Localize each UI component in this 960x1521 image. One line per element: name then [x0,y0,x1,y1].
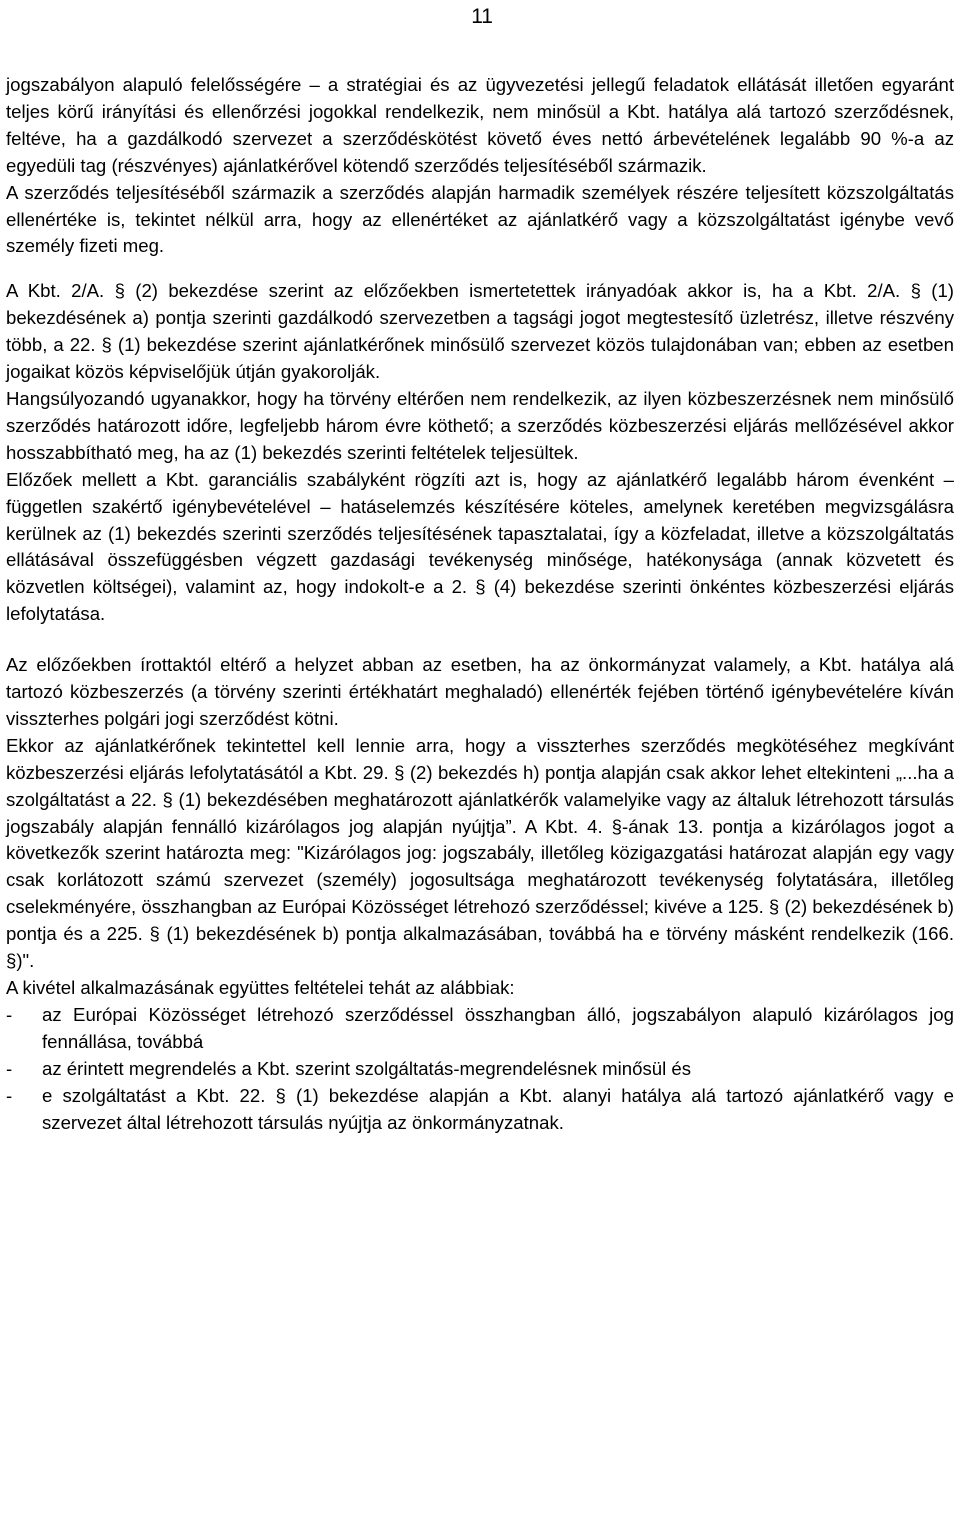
conditions-list [6,1002,954,1137]
list-item [6,1002,954,1056]
list-marker: - [6,1057,13,1079]
list-item-text: e szolgáltatást a Kbt. 22. § (1) bekezdése alapján a Kbt. alanyi hatálya alá tartozó ajánlatkérő vagy e szervezet által létrehozott társulás nyújtja az önkormányzatnak. [42,1084,954,1133]
paragraph-3: A Kbt. 2/A. § (2) bekezdése szerint az előzőekben ismertetettek irányadóak akkor is, ha a Kbt. 2/A. § (1) bekezdésének a) pontja szerinti gazdálkodó szervezetben a tagsági jogot megtestesítő üzletrész, illetve részvény több, a 22. § (1) bekezdése szerint ajánlatkérőnek minősülő szervezet közös tulajdonában van; ebben az esetben jogaikat közös képviselőjük útján gyakorolják. [6,280,954,383]
paragraph-1: jogszabályon alapuló felelősségére – a stratégiai és az ügyvezetési jellegű feladatok ellátását illetően egyaránt teljes körű irányítási és ellenőrzési jogokkal rendelkezik, nem minősül a Kbt. hatálya alá tartozó szerződésnek, feltéve, ha a gazdálkodó szervezet a szerződéskötést követő éves nettó árbevételének legalább 90 %-a az egyedüli tag (részvényes) ajánlatkérővel kötendő szerződés teljesítéséből származik. [6,74,954,176]
document-body [6,72,954,1136]
paragraph-8: A kivétel alkalmazásának együttes feltételei tehát az alábbiak: [6,977,515,998]
paragraph-4: Hangsúlyozandó ugyanakkor, hogy ha törvény eltérően nem rendelkezik, az ilyen közbeszerzésnek nem minősülő szerződés határozott időre, legfeljebb három évre köthető; a szerződés közbeszerzési eljárás mellőzésével akkor hosszabbítható meg, ha az (1) bekezdés szerinti feltételek teljesültek. [6,387,954,463]
list-item [6,1083,954,1137]
paragraph-6: Az előzőekben írottaktól eltérő a helyzet abban az esetben, ha az önkormányzat valamely, a Kbt. hatálya alá tartozó közbeszerzés (a törvény szerinti értékhatárt meghaladó) ellenérték fejében történő igénybevételére kíván visszterhes polgári jogi szerződést kötni. [6,654,954,729]
paragraph-5: Előzőek mellett a Kbt. garanciális szabályként rögzíti azt is, hogy az ajánlatkérő legalább három évenként – független szakértő igénybevételével – hatáselemzés készítésére köteles, amelynek keretében megvizsgálásra kerülnek az (1) bekezdés szerinti szerződés teljesítésének tapasztalatai, így a közfeladat, illetve a közszolgáltatás ellátásával összefüggésben végzett gazdasági tevékenység minősége, hatékonysága (annak közvetett és közvetlen költségei), valamint az, hogy indokolt-e a 2. § (4) bekezdése szerinti önkéntes közbeszerzési eljárás lefolytatása. [6,468,954,625]
paragraph-7: Ekkor az ajánlatkérőnek tekintettel kell lennie arra, hogy a visszterhes szerződés megkötéséhez megkívánt közbeszerzési eljárás lefolytatásától a Kbt. 29. § (2) bekezdés h) pontja alapján csak akkor lehet eltekinteni „...ha a szolgáltatást a 22. § (1) bekezdésében meghatározott ajánlatkérők valamelyike vagy az általuk létrehozott társulás jogszabály alapján fennálló kizárólagos jog alapján nyújtja”. A Kbt. 4. §-ának 13. pontja a kizárólagos jogot a következők szerint határozta meg: "Kizárólagos jog: jogszabály, illetőleg közigazgatási határozat alapján egy vagy csak korlátozott számú szervezet (személy) jogosultsága meghatározott tevékenység folytatására, illetőleg cselekményére, összhangban az Európai Közösséget létrehozó szerződéssel; kivéve a 125. § (2) bekezdésének b) pontja és a 225. § (1) bekezdésének b) pontja alkalmazásában, továbbá ha e törvény másként rendelkezik (166. §)". [6,734,954,972]
list-item-text: az Európai Közösséget létrehozó szerződéssel összhangban álló, jogszabályon alapuló kizárólagos jog fennállása, továbbá [42,1003,954,1052]
paragraph-2: A szerződés teljesítéséből származik a szerződés alapján harmadik személyek részére teljesített közszolgáltatás ellenértéke is, tekintet nélkül arra, hogy az ellenértéket az ajánlatkérő vagy a közszolgáltatást igénybe vevő személy fizeti meg. [6,181,954,257]
list-item [6,1056,954,1083]
list-item-text: az érintett megrendelés a Kbt. szerint szolgáltatás-megrendelésnek minősül és [42,1057,692,1079]
list-marker: - [6,1003,13,1025]
list-marker: - [6,1084,13,1106]
page-number: 11 [471,5,493,28]
